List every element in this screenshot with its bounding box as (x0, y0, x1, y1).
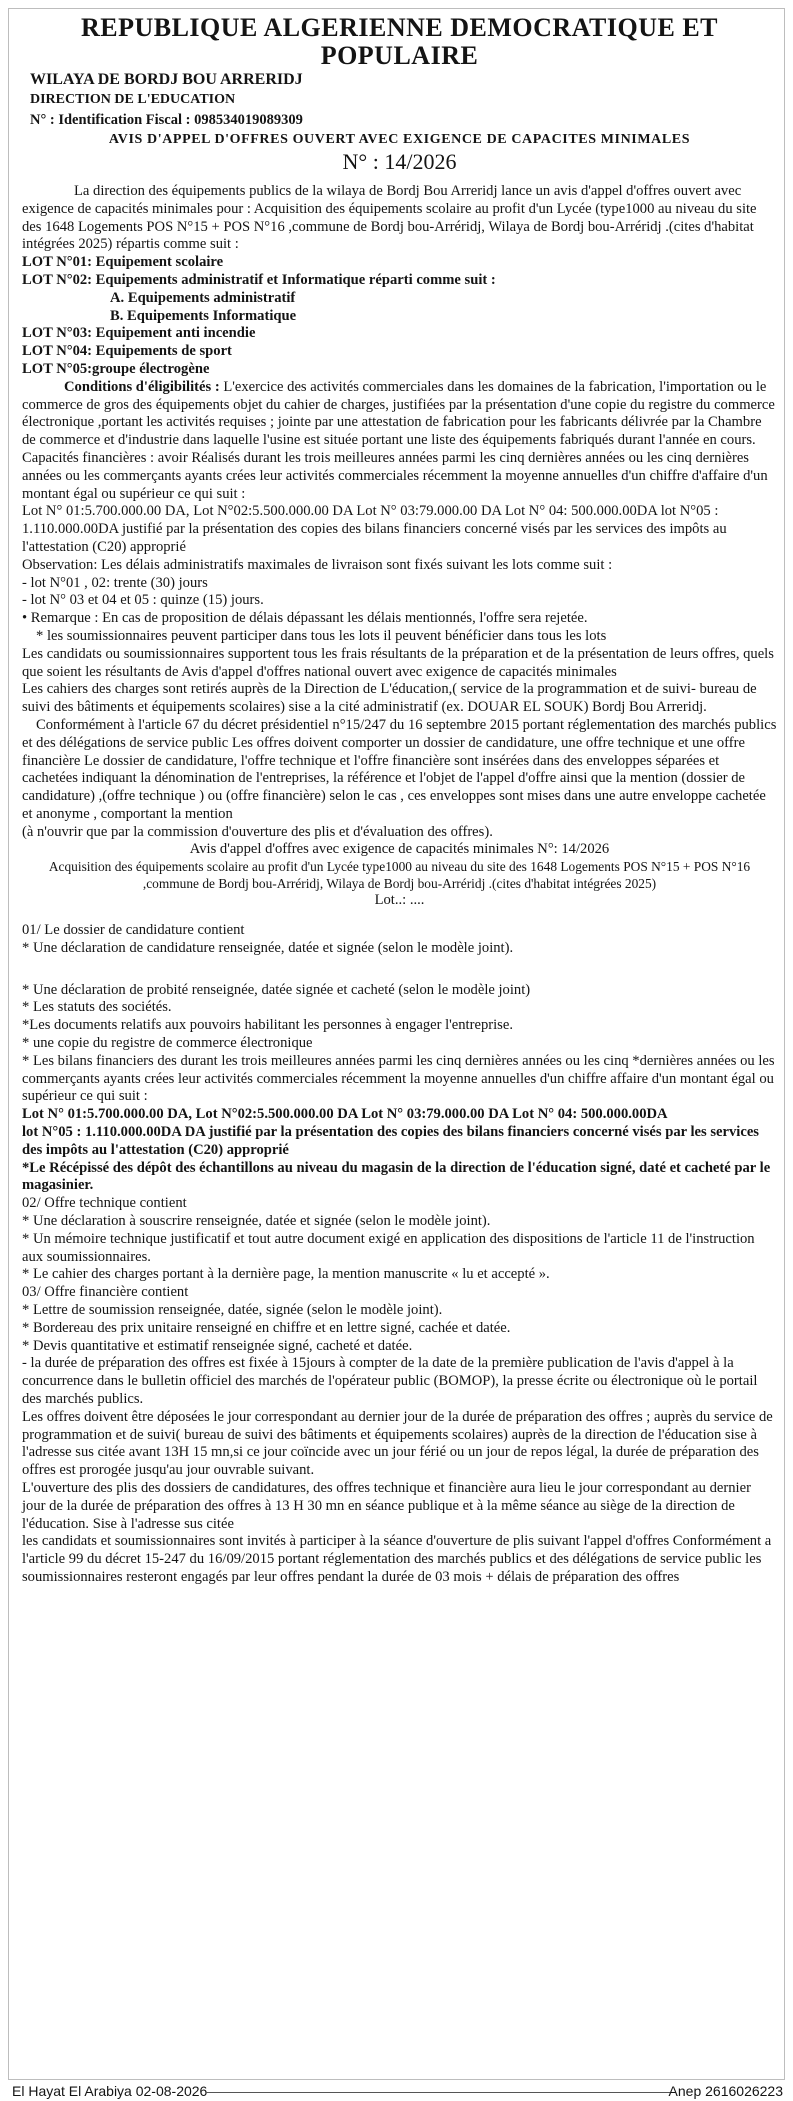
notice-title: AVIS D'APPEL D'OFFRES OUVERT AVEC EXIGENCE DE CAPACITES MINIMALES (108, 132, 691, 147)
lot-3: LOT N°03: Equipement anti incendie (22, 325, 256, 342)
candidature-item-8: lot N°05 : 1.110.000.00DA DA justifié par la présentation des copies des bilans financiers concerné visés par les services des impôts au l'attestation (C20) approprié (22, 1124, 759, 1158)
financial-capacities: Capacités financières : avoir Réalisés durant les trois meilleures années parmi les cinq dernières années ou les cinq dernières années ou les commerçants ayants crées leur activités commerciales récemment la moyenne annuelles d'un chiffre d'affaire d'un montant égal ou supérieur ce qui suit : (22, 449, 768, 502)
fiscal-id: N° : Identification Fiscal : 098534019089309 (30, 112, 303, 128)
candidature-item-4: *Les documents relatifs aux pouvoirs habilitant les personnes à engager l'entreprise. (22, 1017, 513, 1034)
candidature-title: 01/ Le dossier de candidature contient (22, 922, 245, 939)
technique-title: 02/ Offre technique contient (22, 1195, 187, 1212)
intro-paragraph: La direction des équipements publics de la wilaya de Bordj Bou Arreridj lance un avis d'appel d'offres ouvert avec exigence de capacités minimales pour : Acquisition des équipements scolaire au profit d'un Lycée (type1000 au niveau du site des 1648 Logements POS N°15 + POS N°16 ,commune de Bordj bou-Arréridj, Wilaya de Bordj bou-Arréridj .(cites d'habitat intégrées 2025) répartis comme suit : (22, 183, 757, 253)
notice-reference: Avis d'appel d'offres avec exigence de capacités minimales N°: 14/2026 (189, 841, 610, 858)
deposit-paragraph: Les offres doivent être déposées le jour correspondant au dernier jour de la durée de préparation des offres ; auprès du service de programmation et de suivi( bureau de suivi des bâtiments et équipements scolaires) auprès de la direction de l'éducation sise à l'adresse sus citée avant 13H 15 mn,si ce jour coïncide avec un jour férié ou un jour de repos légal, la durée de préparation des offres est prorogée jusqu'au jour ouvrable suivant. (22, 1408, 773, 1479)
open-only-note: (à n'ouvrir que par la commission d'ouverture des plis et d'évaluation des offres). (22, 823, 493, 840)
footer-divider (206, 2092, 670, 2093)
remark: • Remarque : En cas de proposition de délais dépassant les délais mentionnés, l'offre sera rejetée. (22, 610, 588, 627)
lot-blank: Lot..: .... (374, 892, 425, 909)
anep-reference: Anep 2616026223 (668, 2083, 783, 2099)
opening-paragraph: L'ouverture des plis des dossiers de candidatures, des offres technique et financière aura lieu le jour correspondant au dernier jour de la durée de préparation des offres à 13 H 30 mn en séance publique et à la même séance au siège de la direction de l'éducation. Sise à l'adresse sus citée (22, 1479, 751, 1532)
delay-lots-1-2: - lot N°01 , 02: trente (30) jours (22, 574, 208, 591)
direction-heading: DIRECTION DE L'EDUCATION (30, 92, 236, 107)
financiere-item-4: - la durée de préparation des offres est fixée à 15jours à compter de la date de la première publication de l'avis d'appel à la concurrence dans le bulletin officiel des marchés de l'opérateur public (BOMOP), la presse écrite ou électronique où le portail des marchés publics. (22, 1355, 758, 1407)
notice-number: N° : 14/2026 (342, 149, 457, 174)
delay-lots-3-5: - lot N° 03 et 04 et 05 : quinze (15) jours. (22, 592, 264, 609)
lot-amounts: Lot N° 01:5.700.000.00 DA, Lot N°02:5.500.000.00 DA Lot N° 03:79.000.00 DA Lot N° 04: 500.000.00DA lot N°05 : 1.110.000.00DA justifié par la présentation des copies des bilans financiers concerné visés par les services des impôts au l'attestation (C20) approprié (22, 503, 727, 555)
lot-2-a: A. Equipements administratif (110, 289, 296, 306)
lot-5: LOT N°05:groupe électrogène (22, 360, 210, 377)
financiere-title: 03/ Offre financière contient (22, 1284, 189, 1301)
specifications-paragraph: Les cahiers des charges sont retirés auprès de la Direction de L'éducation,( service de la programmation et de suivi- bureau de suivi des bâtiments et équipements scolaires) sise a la cité administratif (ex. DOUAR EL SOUK) Bordj Bou Arreridj. (22, 681, 757, 716)
eligibility-paragraph (22, 379, 777, 450)
financiere-item-3: * Devis quantitative et estimatif renseignée signé, cacheté et datée. (22, 1337, 413, 1354)
lot-2-b: B. Equipements Informatique (110, 307, 297, 324)
technique-item-1: * Une déclaration à souscrire renseignée, datée et signée (selon le modèle joint). (22, 1213, 491, 1230)
candidature-item-6: * Les bilans financiers des durant les trois meilleures années parmi les cinq dernières années ou les cinq *dernières années ou les commerçants ayants crées leur activités commerciales récemment la moyenne annuelles d'un chiffre affaire d'un montant égal ou supérieur ce qui suit : (22, 1052, 775, 1105)
costs-paragraph: Les candidats ou soumissionnaires supportent tous les frais résultants de la préparation et de la présentation de leurs offres, quels que soient les résultants de Avis d'appel d'offres national ouvert avec exigence de capacités minimales (22, 645, 774, 680)
lot-4: LOT N°04: Equipements de sport (22, 343, 232, 360)
tender-notice (22, 14, 777, 1587)
candidature-item-3: * Les statuts des sociétés. (22, 999, 172, 1016)
wilaya-heading: WILAYA DE BORDJ BOU ARRERIDJ (30, 71, 303, 88)
acquisition-reference: Acquisition des équipements scolaire au profit d'un Lycée type1000 au niveau du site des 1648 Logements POS N°15 + POS N°16 ,commune de Bordj bou-Arréridj, Wilaya de Bordj bou-Arréridj .(cites d'habitat intégrées 2025) (48, 859, 751, 891)
footer (8, 2080, 785, 2101)
candidature-item-9: *Le Récépissé des dépôt des échantillons au niveau du magasin de la direction de l'éducation signé, daté et cacheté par le magasinier. (22, 1159, 771, 1194)
bidders-note: * les soumissionnaires peuvent participer dans tous les lots il peuvent bénéficier dans tous les lots (36, 627, 607, 644)
republic-heading: REPUBLIQUE ALGERIENNE DEMOCRATIQUE ET POPULAIRE (80, 13, 719, 70)
conformity-paragraph: Conformément à l'article 67 du décret présidentiel n°15/247 du 16 septembre 2015 portant réglementation des marchés publics et des délégations de service public Les offres doivent comporter un dossier de candidature, une offre technique et une offre financière Le dossier de candidature, l'offre technique et l'offre financière sont insérées dans des enveloppes séparées et cachetées indiquant la dénomination de l'entreprises, la référence et l'objet de l'appel d'offre ainsi que la mention (dossier de candidature) ,(offre technique ) ou (offre financière) selon le cas , ces enveloppes sont mises dans une autre enveloppe cachetée et anonyme , comportant la mention (22, 716, 777, 822)
candidature-item-5: * une copie du registre de commerce électronique (22, 1035, 313, 1052)
lot-1: LOT N°01: Equipement scolaire (22, 254, 224, 271)
technique-item-3: * Le cahier des charges portant à la dernière page, la mention manuscrite « lu et accepté ». (22, 1266, 550, 1283)
candidature-item-1: * Une déclaration de candidature renseignée, datée et signée (selon le modèle joint). (22, 939, 514, 956)
financiere-item-1: * Lettre de soumission renseignée, datée, signée (selon le modèle joint). (22, 1302, 443, 1319)
financiere-item-2: * Bordereau des prix unitaire renseigné en chiffre et en lettre signé, cachée et datée. (22, 1319, 511, 1336)
validity-paragraph: les candidats et soumissionnaires sont invités à participer à la séance d'ouverture de plis suivant l'appel d'offres Conformément a l'article 99 du décret 15-247 du 16/09/2015 portant réglementation des marchés publics et des délégations de service public les soumissionnaires resteront engagés par leur offres pendant la durée de 03 mois + délais de préparation des offres (22, 1533, 772, 1585)
newspaper-credit: El Hayat El Arabiya 02-08-2026 (12, 2083, 208, 2099)
eligibility-text: L'exercice des activités commerciales dans les domaines de la fabrication, l'importation ou le commerce de gros des équipements objet du cahier de charges, justifiées par la présentation d'une copie du registre du commerce électronique ,portant les activités requises ; jointe par une attestation de fabrication pour les fabricants délivrée par la Chambre de commerce et d'industrie dans laquelle l'usine est située portant une liste des équipements fabriqués durant l'année en cours. (22, 378, 775, 449)
candidature-item-7: Lot N° 01:5.700.000.00 DA, Lot N°02:5.500.000.00 DA Lot N° 03:79.000.00 DA Lot N° 04: 500.000.00DA (22, 1106, 668, 1123)
candidature-item-2: * Une déclaration de probité renseignée, datée signée et cacheté (selon le modèle joint) (22, 981, 531, 998)
technique-item-2: * Un mémoire technique justificatif et tout autre document exigé en application des dispositions de l'article 11 de l'instruction aux soumissionnaires. (22, 1230, 755, 1265)
eligibility-label: Conditions d'éligibilités : (64, 378, 220, 395)
lot-2: LOT N°02: Equipements administratif et Informatique réparti comme suit : (22, 271, 496, 288)
observation-title: Observation: Les délais administratifs maximales de livraison sont fixés suivant les lots comme suit : (22, 556, 613, 573)
